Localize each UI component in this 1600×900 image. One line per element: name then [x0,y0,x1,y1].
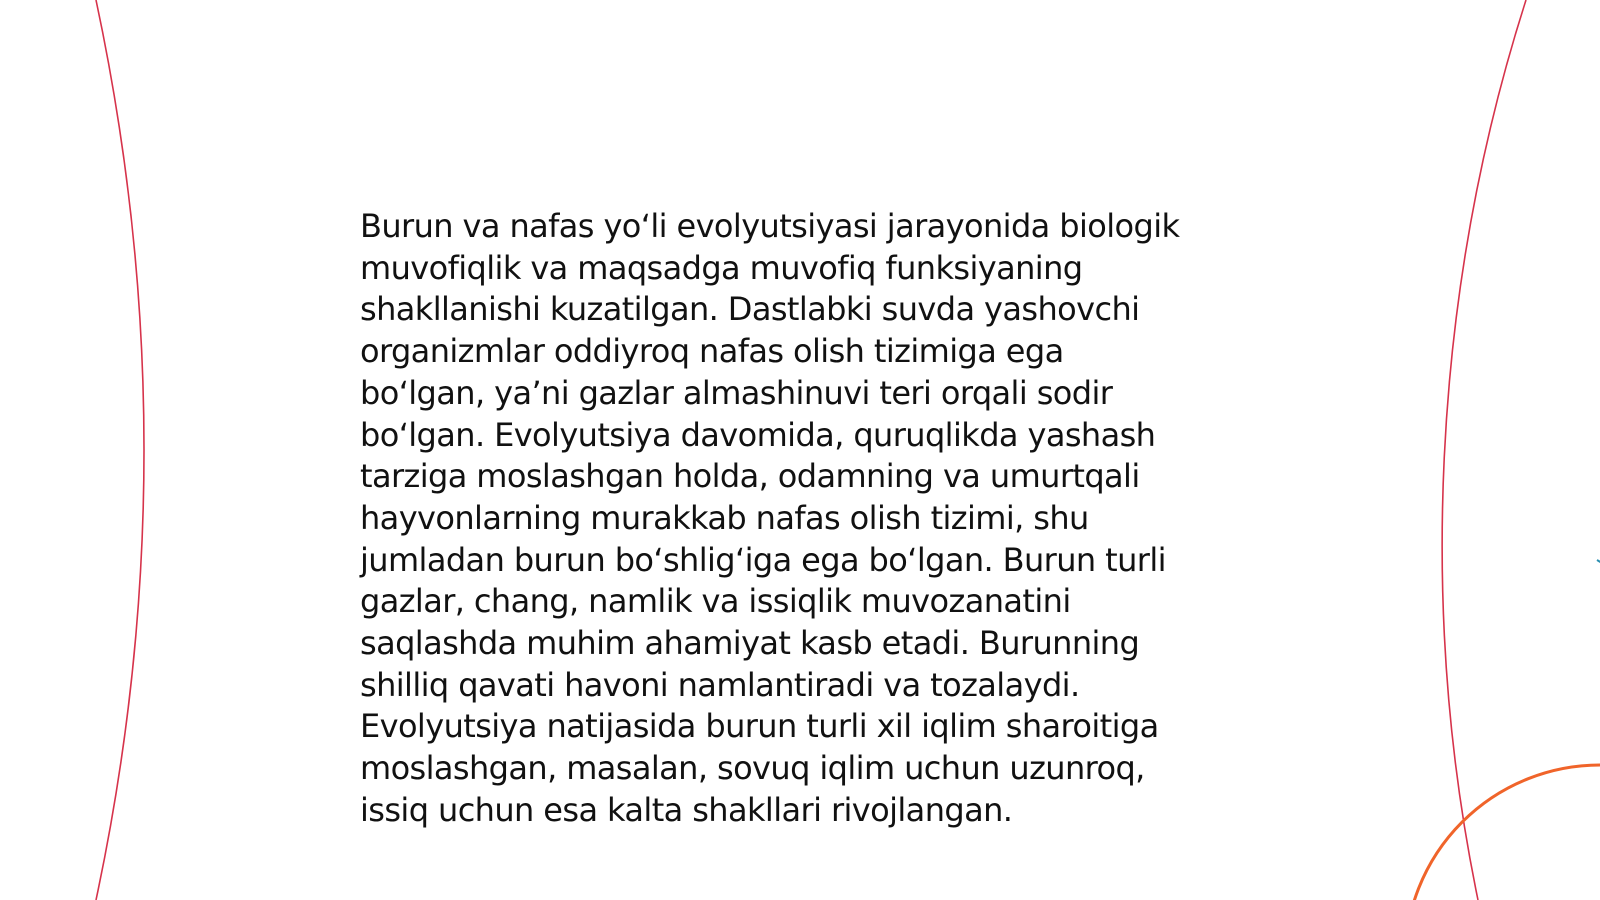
right-curve [1442,0,1526,900]
left-curve [96,0,144,900]
orange-circle [1405,765,1600,900]
slide-body-text: Burun va nafas yo‘li evolyutsiyasi jarayonida biologik muvofiqlik va maqsadga muvofiq funksiyaning shakllanishi kuzatilgan. Dastlabki suvda yashovchi organizmlar oddiyroq nafas olish tizimiga ega bo‘lgan, ya’ni gazlar almashinuvi teri orqali sodir bo‘lgan. Evolyutsiya davomida, quruqlikda yashash tarziga moslashgan holda, odamning va umurtqali hayvonlarning murakkab nafas olish tizimi, shu jumladan burun bo‘shlig‘iga ega bo‘lgan. Burun turli gazlar, chang, namlik va issiqlik muvozanatini saqlashda muhim ahamiyat kasb etadi. Burunning shilliq qavati havoni namlantiradi va tozalaydi. Evolyutsiya natijasida burun turli xil iqlim sharoitiga moslashgan, masalan, sovuq iqlim uchun uzunroq, issiq uchun esa kalta shakllari rivojlangan. [360,207,1180,829]
